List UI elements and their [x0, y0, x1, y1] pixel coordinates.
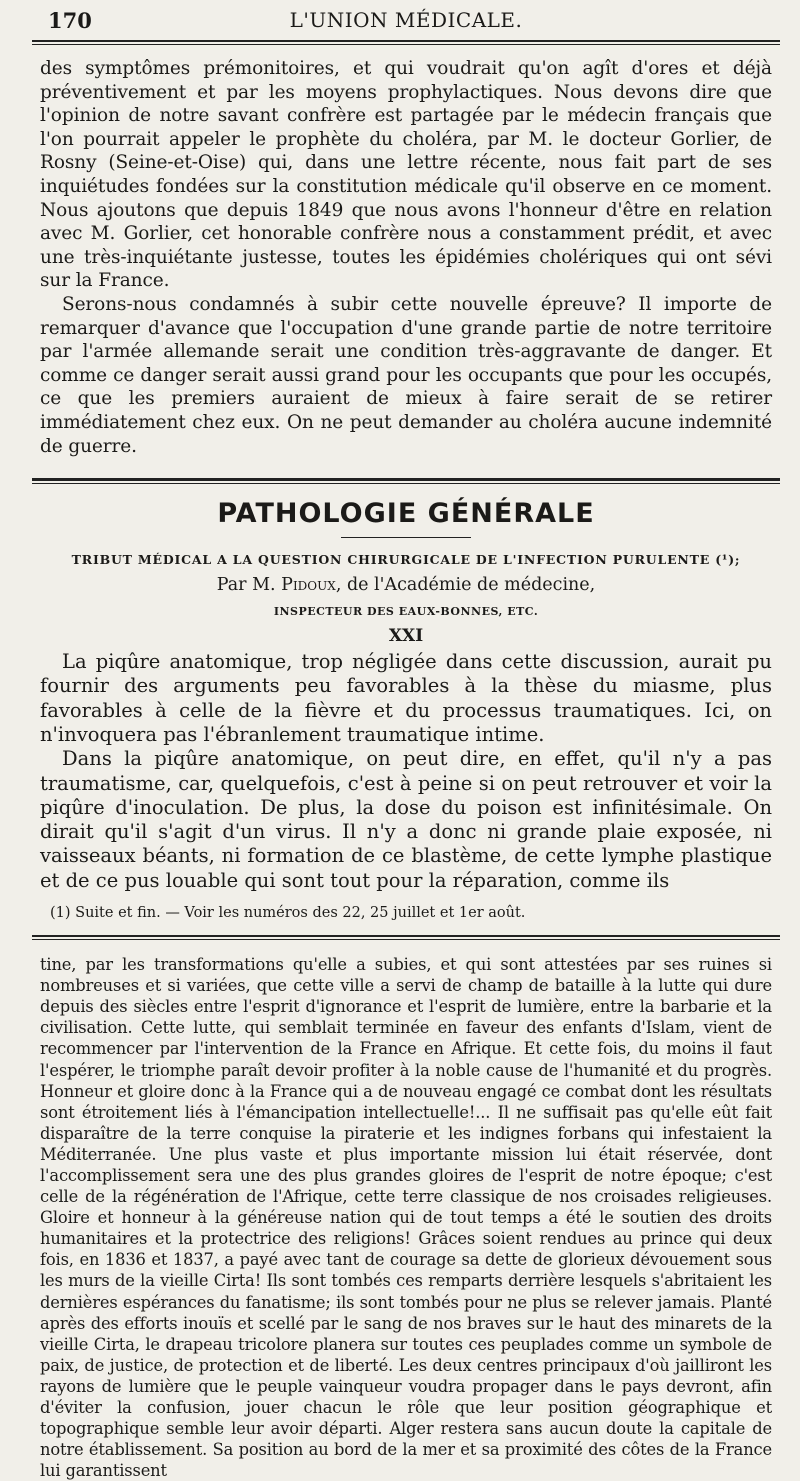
section-rule — [32, 478, 780, 484]
journal-title: L'UNION MÉDICALE. — [289, 8, 523, 32]
chapter-number: XXI — [388, 626, 424, 647]
main-article-body — [40, 650, 772, 893]
author-position: INSPECTEUR DES EAUX-BONNES, ETC. — [273, 605, 539, 619]
top-article-body — [40, 57, 772, 458]
footnote-marker: (¹); — [715, 552, 741, 568]
footnote: (1) Suite et fin. — Voir les numéros des 22, 25 juillet et 1er août. — [50, 905, 526, 922]
heading-underline — [341, 537, 471, 538]
byline — [40, 575, 772, 595]
article-title-text: TRIBUT MÉDICAL A LA QUESTION CHIRURGICALE DE L'INFECTION PURULENTE — [71, 552, 711, 568]
header-rule — [32, 40, 780, 45]
feuilleton-rule — [32, 935, 780, 940]
byline-suffix: , de l'Académie de médecine, — [335, 575, 596, 596]
feuilleton-body — [40, 954, 772, 1481]
section-heading: PATHOLOGIE GÉNÉRALE — [217, 498, 595, 530]
paragraph: La piqûre anatomique, trop négligée dans cette discussion, aurait pu fournir des arguments peu favorables à la thèse du miasme, plus favorables à celle de la fièvre et du processus traumatiques. Ici, on n'invoquera pas l'ébranlement traumatique intime. — [40, 650, 772, 746]
byline-prefix: Par M. — [216, 575, 276, 596]
paragraph: Dans la piqûre anatomique, on peut dire, en effet, qu'il n'y a pas traumatisme, car, quelquefois, c'est à peine si on peut retrouver et voir la piqûre d'inoculation. De plus, la dose du poison est infinitésimale. On dirait qu'il s'agit d'un virus. Il n'y a donc ni grande plaie exposée, ni vaisseaux béants, ni formation de ce blastème, de cette lymphe plastique et de ce pus louable qui sont tout pour la réparation, comme ils — [40, 747, 772, 892]
page-number: 170 — [48, 8, 92, 33]
author-name: Pidoux — [281, 575, 336, 596]
running-head — [40, 0, 772, 40]
article-title — [40, 552, 772, 567]
paragraph: Serons-nous condamnés à subir cette nouvelle épreuve? Il importe de remarquer d'avance que l'occupation d'une grande partie de notre territoire par l'armée allemande serait une condition très-aggravante de danger. Et comme ce danger serait aussi grand pour les occupants que pour les occupés, ce que les premiers auraient de mieux à faire serait de se retirer immédiatement chez eux. On ne peut demander au choléra aucune indemnité de guerre. — [40, 293, 772, 457]
paragraph: des symptômes prémonitoires, et qui voudrait qu'on agît d'ores et déjà préventivement et par les moyens prophylactiques. Nous devons dire que l'opinion de notre savant confrère est partagée par le médecin français que l'on pourrait appeler le prophète du choléra, par M. le docteur Gorlier, de Rosny (Seine-et-Oise) qui, dans une lettre récente, nous fait part de ses inquiétudes fondées sur la constitution médicale qu'il observe en ce moment. Nous ajoutons que depuis 1849 que nous avons l'honneur d'être en relation avec M. Gorlier, cet honorable confrère nous a constamment prédit, et avec une très-inquiétante justesse, toutes les épidémies cholériques qui ont sévi sur la France. — [40, 58, 772, 292]
feuilleton-text: tine, par les transformations qu'elle a subies, et qui sont attestées par ses ruines si nombreuses et si variées, que cette ville a servi de champ de bataille à la lutte qui dure depuis des siècles entre l'esprit d'ignorance et l'esprit de lumière, entre la barbarie et la civilisation. Cette lutte, qui semblait terminée en faveur des enfants d'Islam, vient de recommencer par l'intervention de la France en Afrique. Et cette fois, du moins il faut l'espérer, le triomphe paraît devoir profiter à la noble cause de l'humanité et du progrès. Honneur et gloire donc à la France qui a de nouveau engagé ce combat dont les résultats sont étroitement liés à l'émancipation intellectuelle!... Il ne suffisait pas qu'elle eût fait disparaître de la terre conquise la piraterie et les indignes forbans qui infestaient la Méditerranée. Une plus vaste et plus importante mission lui était réservée, dont l'accomplissement sera une des plus grandes gloires de l'esprit de notre époque; c'est celle de la régénération de l'Afrique, cette terre classique de nos croisades religieuses. Gloire et honneur à la généreuse nation qui de tout temps a été le soutien des droits humanitaires et la protectrice des religions! Grâces soient rendues au prince qui deux fois, en 1836 et 1837, a payé avec tant de courage sa dette de glorieux dévouement sous les murs de la vieille Cirta! Ils sont tombés ces remparts derrière lesquels s'abritaient les dernières espérances du fanatisme; ils sont tombés pour ne plus se relever jamais. Planté après des efforts inouïs et scellé par le sang de nos braves sur le haut des minarets de la vieille Cirta, le drapeau tricolore planera sur toutes ces peuplades comme un symbole de paix, de justice, de protection et de liberté. Les deux centres principaux d'où jailliront les rayons de lumière que le peuple vainqueur voudra propager dans le pays devront, afin d'éviter la confusion, jouer chacun le rôle que leur position géographique et topographique semble leur avoir départi. Alger restera sans aucun doute la capitale de notre établissement. Sa position au bord de la mer et sa proximité des côtes de la France lui garantissent — [40, 955, 772, 1481]
